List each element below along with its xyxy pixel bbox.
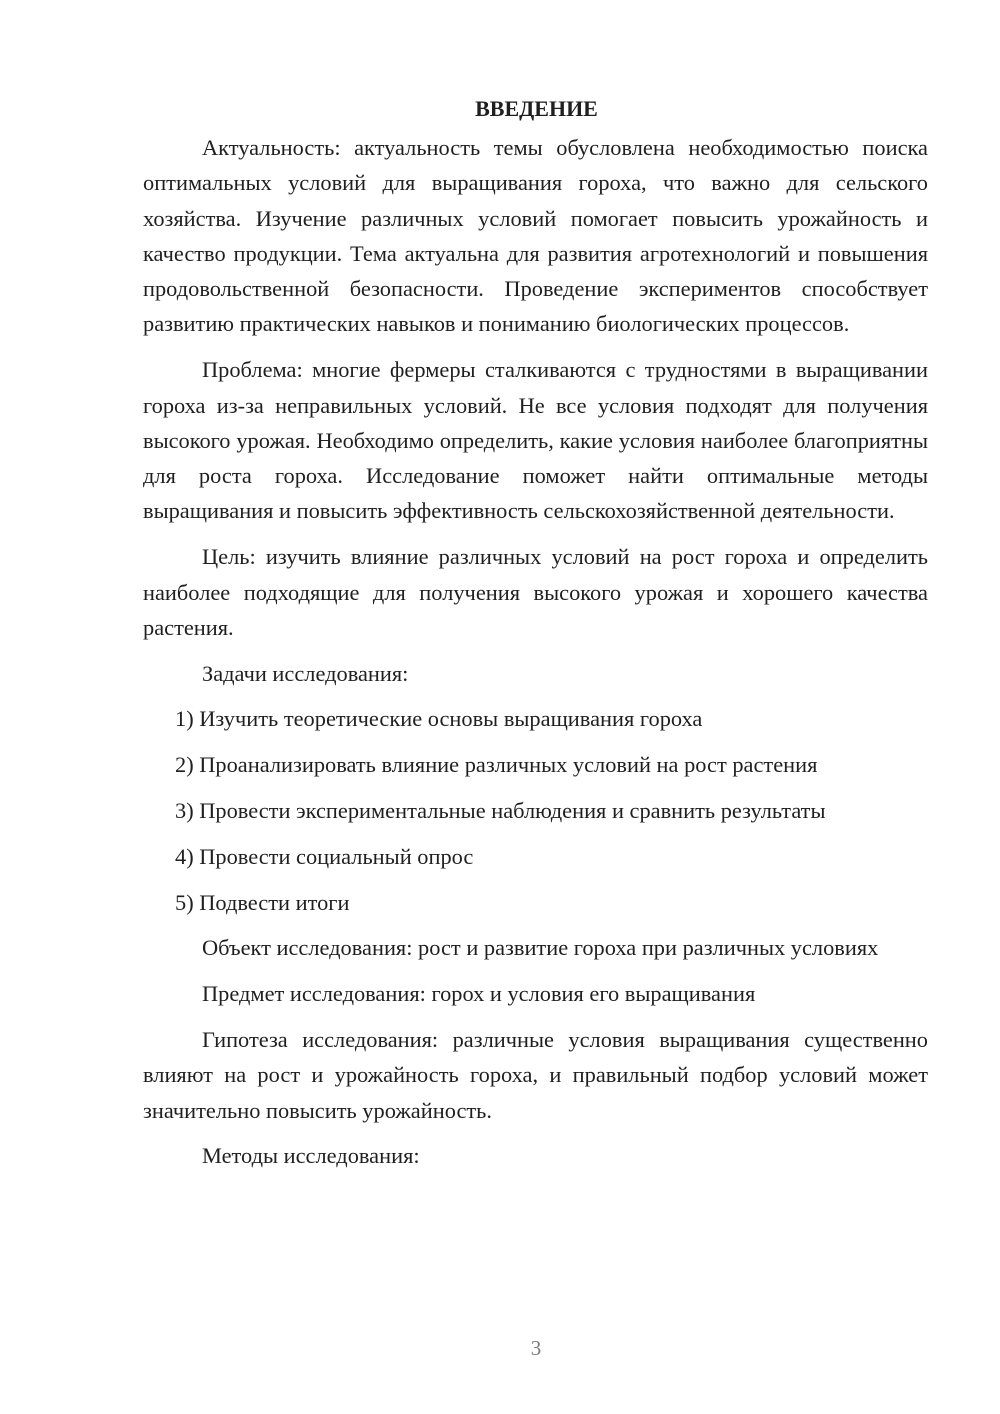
list-item: 1) Изучить теоретические основы выращивания гороха [175, 706, 703, 732]
section-title: ВВЕДЕНИЕ [475, 96, 598, 121]
list-item: 3) Провести экспериментальные наблюдения и сравнить результаты [175, 798, 826, 824]
subject-paragraph: Предмет исследования: горох и условия его выращивания [202, 981, 756, 1007]
list-item: 4) Провести социальный опрос [175, 843, 474, 869]
page-content [143, 88, 928, 1184]
list-item: 5) Подвести итоги [175, 889, 350, 915]
tasks-list [143, 701, 928, 919]
page-number: 3 [530, 1336, 542, 1360]
methods-heading: Методы исследования: [202, 1143, 420, 1169]
tasks-heading: Задачи исследования: [202, 660, 409, 686]
list-item: 2) Проанализировать влияние различных условий на рост растения [175, 752, 818, 778]
problem-paragraph: Проблема: многие фермеры сталкиваются с трудностями в выращивании гороха из-за неправильных условий. Не все условия подходят для получения высокого урожая. Необходимо определить, какие условия наиболее благоприятны для роста гороха. Исследование поможет найти оптимальные методы выращивания и повысить эффективность сельскохозяйственной деятельности. [143, 357, 928, 524]
object-paragraph: Объект исследования: рост и развитие гороха при различных условиях [202, 935, 879, 961]
goal-paragraph: Цель: изучить влияние различных условий на рост гороха и определить наиболее подходящие для получения высокого урожая и хорошего качества растения. [143, 544, 928, 640]
hypothesis-paragraph: Гипотеза исследования: различные условия выращивания существенно влияют на рост и урожайность гороха, и правильный подбор условий может значительно повысить урожайность. [143, 1027, 928, 1123]
relevance-paragraph: Актуальность: актуальность темы обусловлена необходимостью поиска оптимальных условий для выращивания гороха, что важно для сельского хозяйства. Изучение различных условий помогает повысить урожайность и качество продукции. Тема актуальна для развития агротехнологий и повышения продовольственной безопасности. Проведение экспериментов способствует развитию практических навыков и пониманию биологических процессов. [143, 135, 928, 337]
